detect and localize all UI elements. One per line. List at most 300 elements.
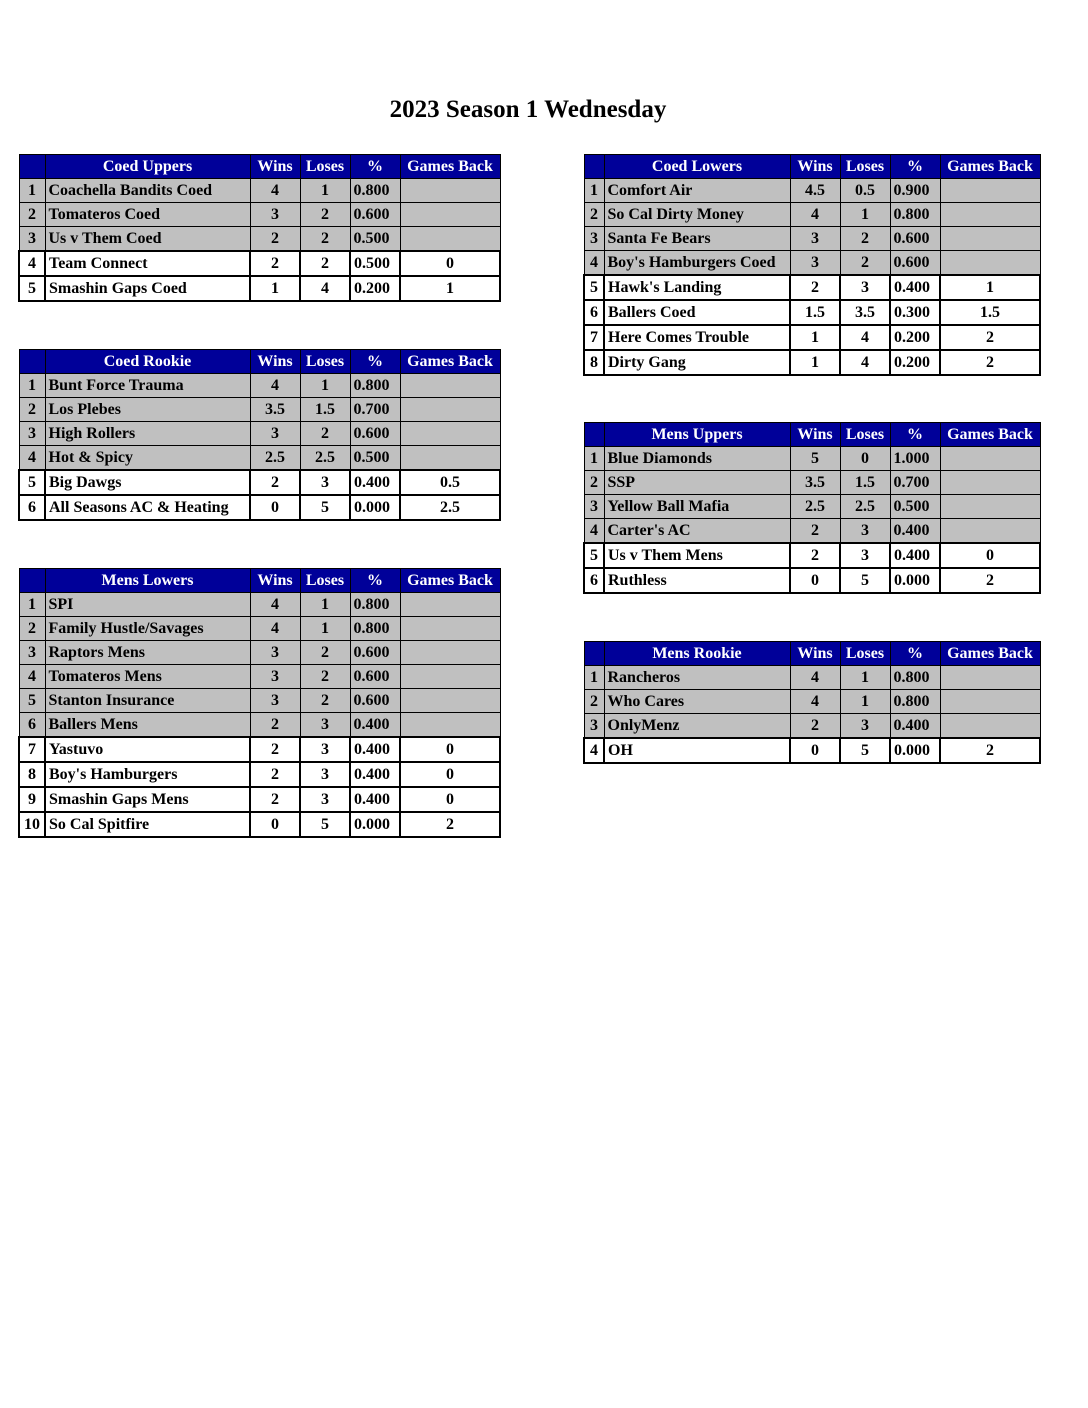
loses-cell: 1 <box>840 690 890 714</box>
table-row <box>584 666 1040 690</box>
loses-cell: 2 <box>300 689 350 713</box>
games-back-header: Games Back <box>400 569 500 593</box>
coed-lowers-table <box>583 154 1041 376</box>
wins-cell: 2 <box>250 713 300 738</box>
rank-header <box>584 155 604 179</box>
table-row <box>584 690 1040 714</box>
games-back-cell: 2 <box>940 568 1040 593</box>
wins-cell: 1 <box>790 350 840 375</box>
team-name-cell: Ruthless <box>604 568 790 593</box>
team-name-cell: Us v Them Mens <box>604 543 790 568</box>
table-row <box>584 495 1040 519</box>
loses-cell: 1 <box>300 374 350 398</box>
wins-cell: 2.5 <box>790 495 840 519</box>
wins-cell: 1 <box>790 325 840 350</box>
pct-cell: 0.800 <box>890 666 940 690</box>
rank-cell: 5 <box>19 689 45 713</box>
team-name-cell: Ballers Mens <box>45 713 250 738</box>
pct-cell: 0.400 <box>350 713 400 738</box>
pct-cell: 0.000 <box>350 812 400 837</box>
table-row <box>19 713 500 738</box>
rank-cell: 4 <box>19 665 45 689</box>
loses-cell: 2 <box>840 227 890 251</box>
loses-cell: 2.5 <box>300 446 350 471</box>
pct-cell: 0.200 <box>350 276 400 301</box>
games-back-cell <box>400 641 500 665</box>
games-back-header: Games Back <box>940 155 1040 179</box>
rank-cell: 6 <box>19 495 45 520</box>
rank-header <box>19 350 45 374</box>
pct-cell: 0.600 <box>350 422 400 446</box>
rank-cell: 4 <box>584 519 604 544</box>
wins-cell: 3 <box>790 251 840 276</box>
wins-cell: 3.5 <box>250 398 300 422</box>
games-back-cell <box>400 227 500 252</box>
table-row <box>584 275 1040 300</box>
table-row <box>19 446 500 471</box>
rank-cell: 6 <box>19 713 45 738</box>
loses-cell: 5 <box>840 738 890 763</box>
games-back-cell <box>940 179 1040 203</box>
wins-cell: 2 <box>790 543 840 568</box>
rank-cell: 3 <box>584 227 604 251</box>
pct-cell: 0.800 <box>350 593 400 617</box>
loses-cell: 2 <box>300 227 350 252</box>
table-row <box>19 495 500 520</box>
loses-cell: 4 <box>300 276 350 301</box>
table-row <box>19 276 500 301</box>
division-name: Mens Uppers <box>604 423 790 447</box>
team-name-cell: Yastuvo <box>45 737 250 762</box>
games-back-cell <box>400 593 500 617</box>
games-back-cell: 0 <box>400 762 500 787</box>
games-back-cell <box>940 714 1040 739</box>
wins-cell: 2 <box>790 519 840 544</box>
pct-cell: 0.800 <box>350 374 400 398</box>
games-back-cell: 0 <box>400 787 500 812</box>
page-title: 2023 Season 1 Wednesday <box>389 96 667 123</box>
pct-cell: 0.700 <box>350 398 400 422</box>
rank-cell: 6 <box>584 300 604 325</box>
loses-cell: 3 <box>840 519 890 544</box>
pct-cell: 0.700 <box>890 471 940 495</box>
loses-cell: 3 <box>300 737 350 762</box>
pct-cell: 0.800 <box>350 617 400 641</box>
division-name: Mens Rookie <box>604 642 790 666</box>
pct-cell: 0.500 <box>350 251 400 276</box>
pct-cell: 0.400 <box>350 470 400 495</box>
rank-cell: 2 <box>584 203 604 227</box>
pct-cell: 0.300 <box>890 300 940 325</box>
pct-cell: 0.200 <box>890 325 940 350</box>
table-row <box>584 447 1040 471</box>
rank-cell: 2 <box>19 617 45 641</box>
wins-cell: 2 <box>250 251 300 276</box>
wins-cell: 3 <box>250 665 300 689</box>
rank-cell: 5 <box>584 543 604 568</box>
loses-cell: 5 <box>840 568 890 593</box>
table-row <box>19 762 500 787</box>
games-back-cell <box>400 713 500 738</box>
loses-cell: 1 <box>300 593 350 617</box>
wins-header: Wins <box>790 423 840 447</box>
loses-cell: 1 <box>300 179 350 203</box>
pct-cell: 0.500 <box>350 446 400 471</box>
pct-cell: 0.600 <box>890 227 940 251</box>
rank-cell: 4 <box>19 251 45 276</box>
wins-cell: 3 <box>250 641 300 665</box>
team-name-cell: Family Hustle/Savages <box>45 617 250 641</box>
loses-header: Loses <box>300 155 350 179</box>
loses-header: Loses <box>300 350 350 374</box>
table-row <box>19 251 500 276</box>
table-row <box>19 593 500 617</box>
rank-cell: 1 <box>584 447 604 471</box>
division-name: Mens Lowers <box>45 569 250 593</box>
rank-cell: 3 <box>584 714 604 739</box>
games-back-cell <box>400 374 500 398</box>
rank-cell: 9 <box>19 787 45 812</box>
team-name-cell: Boy's Hamburgers <box>45 762 250 787</box>
team-name-cell: Blue Diamonds <box>604 447 790 471</box>
wins-cell: 3 <box>250 422 300 446</box>
wins-header: Wins <box>790 155 840 179</box>
games-back-cell <box>940 227 1040 251</box>
rank-cell: 2 <box>19 203 45 227</box>
games-back-cell: 0 <box>940 543 1040 568</box>
rank-header <box>584 642 604 666</box>
games-back-cell <box>400 398 500 422</box>
pct-cell: 1.000 <box>890 447 940 471</box>
games-back-cell <box>940 251 1040 276</box>
wins-cell: 3 <box>250 689 300 713</box>
team-name-cell: Team Connect <box>45 251 250 276</box>
loses-cell: 3 <box>840 275 890 300</box>
mens-uppers-table <box>583 422 1041 594</box>
team-name-cell: Stanton Insurance <box>45 689 250 713</box>
games-back-cell: 1.5 <box>940 300 1040 325</box>
team-name-cell: Los Plebes <box>45 398 250 422</box>
games-back-header: Games Back <box>400 155 500 179</box>
table-row <box>584 179 1040 203</box>
pct-cell: 0.600 <box>350 665 400 689</box>
pct-header: % <box>350 155 400 179</box>
wins-cell: 4 <box>790 666 840 690</box>
pct-cell: 0.600 <box>350 203 400 227</box>
pct-cell: 0.500 <box>890 495 940 519</box>
pct-cell: 0.600 <box>350 689 400 713</box>
games-back-header: Games Back <box>940 423 1040 447</box>
team-name-cell: Tomateros Coed <box>45 203 250 227</box>
wins-header: Wins <box>250 350 300 374</box>
table-row <box>584 325 1040 350</box>
loses-cell: 2 <box>300 251 350 276</box>
team-name-cell: Santa Fe Bears <box>604 227 790 251</box>
loses-cell: 2 <box>300 203 350 227</box>
team-name-cell: All Seasons AC & Heating <box>45 495 250 520</box>
coed-uppers-table <box>18 154 501 302</box>
rank-cell: 4 <box>584 251 604 276</box>
rank-cell: 3 <box>19 227 45 252</box>
games-back-cell <box>400 689 500 713</box>
wins-cell: 0 <box>790 568 840 593</box>
wins-cell: 1.5 <box>790 300 840 325</box>
table-row <box>584 227 1040 251</box>
table-header-row <box>19 155 500 179</box>
games-back-cell: 0 <box>400 737 500 762</box>
team-name-cell: Yellow Ball Mafia <box>604 495 790 519</box>
team-name-cell: Hot & Spicy <box>45 446 250 471</box>
table-header-row <box>584 423 1040 447</box>
wins-cell: 4 <box>790 690 840 714</box>
wins-cell: 4 <box>250 179 300 203</box>
games-back-cell <box>400 422 500 446</box>
rank-cell: 2 <box>584 471 604 495</box>
wins-cell: 2.5 <box>250 446 300 471</box>
loses-cell: 1.5 <box>840 471 890 495</box>
pct-cell: 0.900 <box>890 179 940 203</box>
loses-cell: 0.5 <box>840 179 890 203</box>
rank-cell: 10 <box>19 812 45 837</box>
mens-lowers-table <box>18 568 501 838</box>
rank-header <box>584 423 604 447</box>
pct-cell: 0.400 <box>890 519 940 544</box>
games-back-cell <box>940 203 1040 227</box>
pct-cell: 0.000 <box>890 568 940 593</box>
wins-cell: 3 <box>790 227 840 251</box>
wins-header: Wins <box>790 642 840 666</box>
wins-cell: 4 <box>790 203 840 227</box>
team-name-cell: High Rollers <box>45 422 250 446</box>
loses-header: Loses <box>840 423 890 447</box>
games-back-cell: 2.5 <box>400 495 500 520</box>
loses-cell: 0 <box>840 447 890 471</box>
division-name: Coed Rookie <box>45 350 250 374</box>
rank-cell: 7 <box>584 325 604 350</box>
games-back-cell: 2 <box>940 738 1040 763</box>
wins-cell: 2 <box>250 787 300 812</box>
wins-cell: 2 <box>250 762 300 787</box>
rank-cell: 8 <box>19 762 45 787</box>
pct-header: % <box>890 423 940 447</box>
wins-cell: 4 <box>250 374 300 398</box>
team-name-cell: SPI <box>45 593 250 617</box>
wins-header: Wins <box>250 155 300 179</box>
team-name-cell: Us v Them Coed <box>45 227 250 252</box>
loses-cell: 2 <box>300 665 350 689</box>
pct-cell: 0.200 <box>890 350 940 375</box>
pct-cell: 0.400 <box>890 543 940 568</box>
table-row <box>584 738 1040 763</box>
table-header-row <box>19 569 500 593</box>
team-name-cell: Boy's Hamburgers Coed <box>604 251 790 276</box>
games-back-cell: 2 <box>400 812 500 837</box>
wins-cell: 0 <box>250 495 300 520</box>
table-row <box>19 812 500 837</box>
pct-cell: 0.600 <box>350 641 400 665</box>
rank-cell: 3 <box>19 422 45 446</box>
table-row <box>584 251 1040 276</box>
wins-cell: 2 <box>790 275 840 300</box>
loses-cell: 1 <box>300 617 350 641</box>
rank-cell: 7 <box>19 737 45 762</box>
games-back-cell: 2 <box>940 325 1040 350</box>
rank-cell: 2 <box>584 690 604 714</box>
wins-header: Wins <box>250 569 300 593</box>
table-header-row <box>19 350 500 374</box>
wins-cell: 3.5 <box>790 471 840 495</box>
pct-cell: 0.600 <box>890 251 940 276</box>
wins-cell: 5 <box>790 447 840 471</box>
team-name-cell: OnlyMenz <box>604 714 790 739</box>
loses-cell: 3 <box>300 470 350 495</box>
rank-cell: 1 <box>19 179 45 203</box>
games-back-header: Games Back <box>940 642 1040 666</box>
team-name-cell: Raptors Mens <box>45 641 250 665</box>
table-row <box>584 203 1040 227</box>
games-back-cell <box>940 666 1040 690</box>
pct-cell: 0.800 <box>350 179 400 203</box>
games-back-cell <box>400 179 500 203</box>
loses-cell: 3 <box>840 714 890 739</box>
wins-cell: 2 <box>250 737 300 762</box>
table-row <box>584 300 1040 325</box>
loses-cell: 3 <box>300 762 350 787</box>
loses-cell: 5 <box>300 812 350 837</box>
rank-cell: 3 <box>584 495 604 519</box>
table-row <box>19 422 500 446</box>
loses-cell: 2.5 <box>840 495 890 519</box>
team-name-cell: Rancheros <box>604 666 790 690</box>
rank-cell: 4 <box>19 446 45 471</box>
table-header-row <box>584 155 1040 179</box>
pct-header: % <box>350 569 400 593</box>
division-name: Coed Lowers <box>604 155 790 179</box>
rank-cell: 1 <box>584 179 604 203</box>
team-name-cell: Hawk's Landing <box>604 275 790 300</box>
wins-cell: 4 <box>250 617 300 641</box>
pct-cell: 0.400 <box>890 275 940 300</box>
table-row <box>19 179 500 203</box>
team-name-cell: Here Comes Trouble <box>604 325 790 350</box>
division-name: Coed Uppers <box>45 155 250 179</box>
games-back-cell <box>400 203 500 227</box>
loses-cell: 4 <box>840 325 890 350</box>
games-back-cell <box>940 471 1040 495</box>
table-row <box>584 471 1040 495</box>
pct-header: % <box>350 350 400 374</box>
pct-header: % <box>890 642 940 666</box>
loses-cell: 2 <box>300 641 350 665</box>
pct-header: % <box>890 155 940 179</box>
table-header-row <box>584 642 1040 666</box>
pct-cell: 0.400 <box>350 787 400 812</box>
games-back-cell <box>400 617 500 641</box>
wins-cell: 2 <box>790 714 840 739</box>
mens-rookie-table <box>583 641 1041 764</box>
wins-cell: 2 <box>250 470 300 495</box>
pct-cell: 0.000 <box>890 738 940 763</box>
table-row <box>19 470 500 495</box>
rank-cell: 5 <box>584 275 604 300</box>
table-row <box>19 641 500 665</box>
table-row <box>19 665 500 689</box>
rank-cell: 6 <box>584 568 604 593</box>
table-row <box>19 227 500 252</box>
coed-rookie-table <box>18 349 501 521</box>
table-row <box>19 203 500 227</box>
table-row <box>19 787 500 812</box>
wins-cell: 2 <box>250 227 300 252</box>
pct-cell: 0.000 <box>350 495 400 520</box>
team-name-cell: Who Cares <box>604 690 790 714</box>
pct-cell: 0.800 <box>890 690 940 714</box>
loses-cell: 1 <box>840 203 890 227</box>
rank-cell: 3 <box>19 641 45 665</box>
games-back-cell <box>940 447 1040 471</box>
loses-cell: 3 <box>840 543 890 568</box>
team-name-cell: Smashin Gaps Coed <box>45 276 250 301</box>
loses-header: Loses <box>300 569 350 593</box>
table-row <box>19 737 500 762</box>
table-row <box>19 617 500 641</box>
team-name-cell: Dirty Gang <box>604 350 790 375</box>
table-row <box>19 689 500 713</box>
games-back-cell <box>940 690 1040 714</box>
rank-cell: 1 <box>19 374 45 398</box>
team-name-cell: Tomateros Mens <box>45 665 250 689</box>
team-name-cell: So Cal Spitfire <box>45 812 250 837</box>
wins-cell: 4.5 <box>790 179 840 203</box>
table-row <box>584 350 1040 375</box>
loses-cell: 2 <box>840 251 890 276</box>
loses-cell: 1.5 <box>300 398 350 422</box>
games-back-cell <box>400 446 500 471</box>
team-name-cell: Bunt Force Trauma <box>45 374 250 398</box>
wins-cell: 3 <box>250 203 300 227</box>
games-back-cell: 0.5 <box>400 470 500 495</box>
rank-cell: 5 <box>19 470 45 495</box>
team-name-cell: Ballers Coed <box>604 300 790 325</box>
table-row <box>584 568 1040 593</box>
team-name-cell: OH <box>604 738 790 763</box>
rank-header <box>19 569 45 593</box>
rank-cell: 4 <box>584 738 604 763</box>
games-back-cell: 1 <box>940 275 1040 300</box>
team-name-cell: SSP <box>604 471 790 495</box>
loses-cell: 3 <box>300 713 350 738</box>
games-back-cell <box>400 665 500 689</box>
pct-cell: 0.500 <box>350 227 400 252</box>
table-row <box>19 374 500 398</box>
team-name-cell: Big Dawgs <box>45 470 250 495</box>
pct-cell: 0.400 <box>350 762 400 787</box>
team-name-cell: Coachella Bandits Coed <box>45 179 250 203</box>
rank-cell: 8 <box>584 350 604 375</box>
wins-cell: 0 <box>790 738 840 763</box>
rank-cell: 5 <box>19 276 45 301</box>
wins-cell: 1 <box>250 276 300 301</box>
team-name-cell: Smashin Gaps Mens <box>45 787 250 812</box>
team-name-cell: Carter's AC <box>604 519 790 544</box>
pct-cell: 0.400 <box>890 714 940 739</box>
table-row <box>19 398 500 422</box>
team-name-cell: Comfort Air <box>604 179 790 203</box>
table-row <box>584 519 1040 544</box>
wins-cell: 0 <box>250 812 300 837</box>
games-back-cell: 1 <box>400 276 500 301</box>
table-row <box>584 714 1040 739</box>
